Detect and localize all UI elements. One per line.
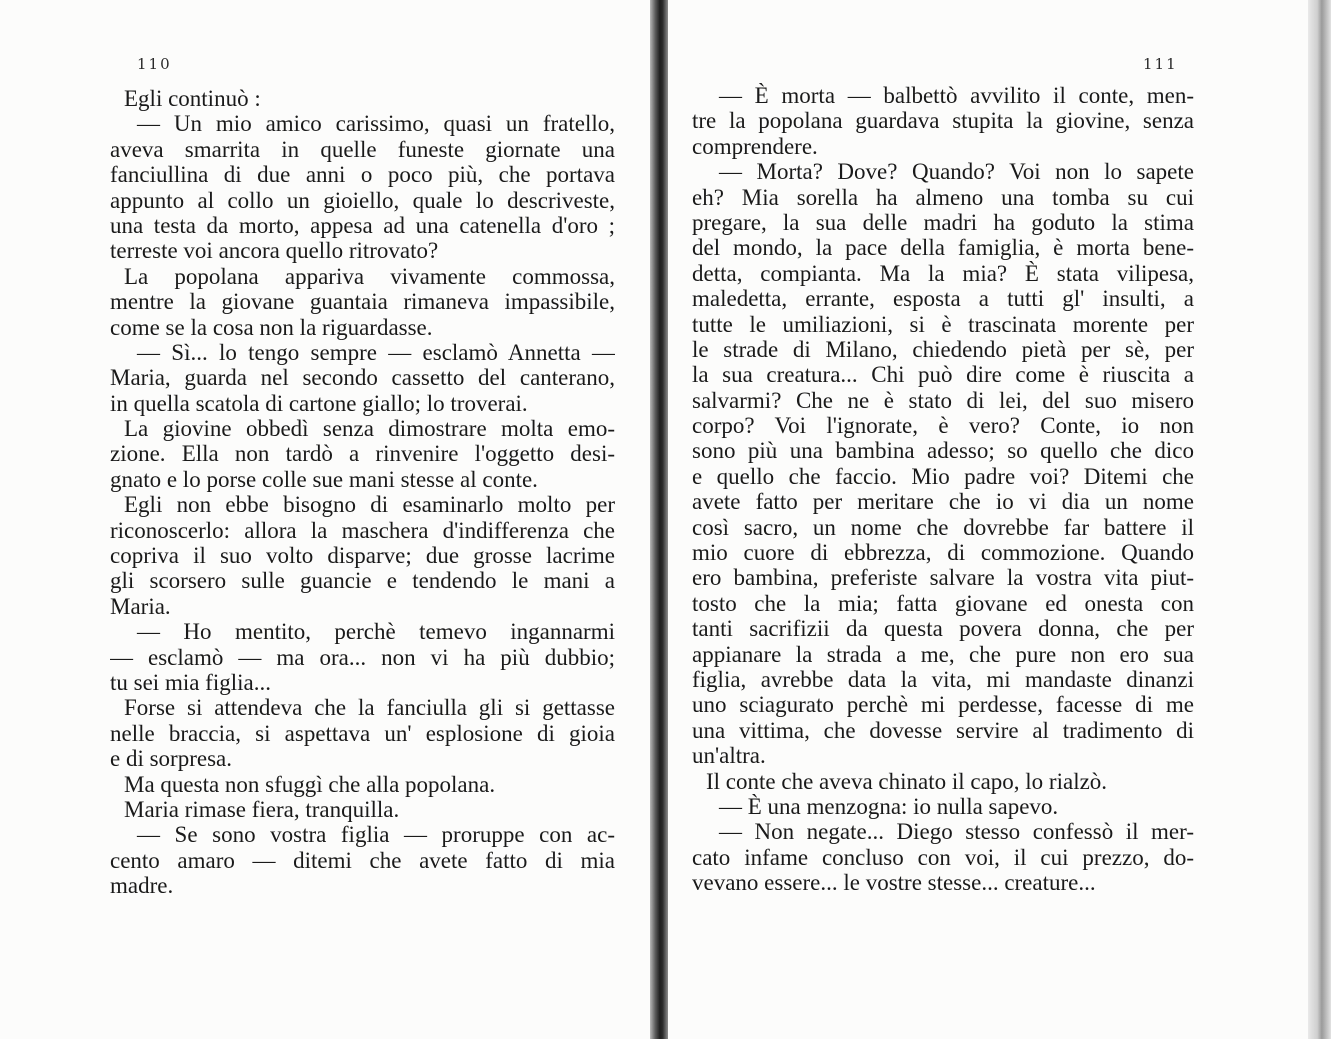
text-line: pregare, la sua delle madri ha goduto la stima bbox=[692, 209, 1194, 235]
text-line: figlia, avrebbe data la vita, mi mandaste dinanzi bbox=[692, 666, 1194, 692]
text-line: in quella scatola di cartone giallo; lo troverai. bbox=[110, 390, 528, 416]
text-line: zione. Ella non tardò a rinvenire l'oggetto desi- bbox=[110, 441, 615, 467]
text-line: terreste voi ancora quello ritrovato? bbox=[110, 238, 439, 264]
text-line: del mondo, la pace della famiglia, è morta bene- bbox=[692, 235, 1194, 261]
text-line: Il conte che aveva chinato il capo, lo rialzò. bbox=[706, 768, 1108, 794]
page-number-left: 110 bbox=[137, 55, 172, 73]
page-edge bbox=[1308, 0, 1331, 1039]
text-line: fanciullina di due anni o poco più, che portava bbox=[110, 162, 615, 188]
book-gutter bbox=[650, 0, 668, 1039]
text-line: — Ho mentito, perchè temevo ingannarmi bbox=[137, 619, 615, 645]
text-line: Egli non ebbe bisogno di esaminarlo molto per bbox=[124, 492, 615, 518]
text-line: Maria, guarda nel secondo cassetto del canterano, bbox=[110, 365, 615, 391]
text-line: come se la cosa non la riguardasse. bbox=[110, 314, 433, 340]
text-line: corpo? Voi l'ignorate, è vero? Conte, io non bbox=[692, 413, 1194, 439]
text-line: ero bambina, preferiste salvare la vostra vita piut- bbox=[692, 565, 1194, 591]
text-line: avete fatto per meritare che io vi dia un nome bbox=[692, 489, 1194, 515]
text-line: le strade di Milano, chiedendo pietà per sè, per bbox=[692, 336, 1194, 362]
right-page-text bbox=[692, 83, 1194, 896]
page-number-right: 111 bbox=[1143, 55, 1178, 73]
text-line: gli scorsero sulle guancie e tendendo le mani a bbox=[110, 568, 615, 594]
right-page bbox=[668, 0, 1308, 1039]
text-line: vevano essere... le vostre stesse... creature... bbox=[692, 870, 1096, 896]
text-line: tu sei mia figlia... bbox=[110, 669, 271, 695]
text-line: tutte le umiliazioni, si è trascinata morente per bbox=[692, 311, 1194, 337]
text-line: Ma questa non sfuggì che alla popolana. bbox=[124, 771, 496, 797]
text-line: tre la popolana guardava stupita la giovine, senza bbox=[692, 108, 1194, 134]
left-page-text bbox=[110, 86, 615, 899]
text-line: mio cuore di ebbrezza, di commozione. Quando bbox=[692, 540, 1194, 566]
text-line: Egli continuò : bbox=[124, 86, 261, 111]
text-line: — Se sono vostra figlia — proruppe con ac- bbox=[137, 822, 615, 848]
text-line: tanti sacrifizii da questa povera donna, che per bbox=[692, 616, 1194, 642]
text-line: — Sì... lo tengo sempre — esclamò Annetta — bbox=[137, 339, 615, 365]
left-page bbox=[0, 0, 650, 1039]
text-line: Maria. bbox=[110, 593, 171, 619]
text-line: comprendere. bbox=[692, 133, 818, 159]
text-line: — È una menzogna: io nulla sapevo. bbox=[719, 793, 1059, 819]
text-line: una vittima, che dovesse servire al tradimento di bbox=[692, 717, 1194, 743]
text-line: gnato e lo porse colle sue mani stesse al conte. bbox=[110, 466, 538, 492]
text-line: La giovine obbedì senza dimostrare molta emo- bbox=[124, 416, 615, 442]
text-line: detta, compianta. Ma la mia? È stata vilipesa, bbox=[692, 260, 1194, 286]
text-line: — Un mio amico carissimo, quasi un fratello, bbox=[137, 111, 615, 137]
text-line: eh? Mia sorella ha almeno una tomba su cui bbox=[692, 184, 1194, 210]
text-line: cento amaro — ditemi che avete fatto di mia bbox=[110, 847, 615, 873]
text-line: così sacro, un nome che dovrebbe far battere il bbox=[692, 514, 1194, 540]
text-line: un'altra. bbox=[692, 743, 766, 769]
text-line: appianare la strada a me, che pure non ero sua bbox=[692, 641, 1194, 667]
text-line: aveva smarrita in quelle funeste giornate una bbox=[110, 136, 615, 162]
text-line: copriva il suo volto disparve; due grosse lacrime bbox=[110, 543, 615, 569]
text-line: una testa da morto, appesa ad una catenella d'oro ; bbox=[110, 212, 615, 238]
text-line: cato infame concluso con voi, il cui prezzo, do- bbox=[692, 844, 1194, 870]
text-line: uno sciagurato perchè mi perdesse, facesse di me bbox=[692, 692, 1194, 718]
text-line: — È morta — balbettò avvilito il conte, men- bbox=[719, 83, 1194, 108]
text-line: mentre la giovane guantaia rimaneva impassibile, bbox=[110, 289, 615, 315]
text-line: riconoscerlo: allora la maschera d'indifferenza che bbox=[110, 517, 615, 543]
text-line: — esclamò — ma ora... non vi ha più dubbio; bbox=[110, 644, 615, 670]
text-line: la sua creatura... Chi può dire come è riuscita a bbox=[692, 362, 1194, 388]
text-line: sono più una bambina adesso; so quello che dico bbox=[692, 438, 1194, 464]
text-line: nelle braccia, si aspettava un' esplosione di gioia bbox=[110, 720, 615, 746]
text-line: Maria rimase fiera, tranquilla. bbox=[124, 796, 400, 822]
text-line: salvarmi? Che ne è stato di lei, del suo misero bbox=[692, 387, 1194, 413]
text-line: madre. bbox=[110, 873, 174, 899]
text-line: e di sorpresa. bbox=[110, 746, 232, 772]
text-line: Forse si attendeva che la fanciulla gli si gettasse bbox=[124, 695, 615, 721]
text-line: — Morta? Dove? Quando? Voi non lo sapete bbox=[719, 159, 1194, 185]
text-line: — Non negate... Diego stesso confessò il mer- bbox=[719, 819, 1194, 845]
text-line: maledetta, errante, esposta a tutti gl' insulti, a bbox=[692, 286, 1194, 312]
text-line: tosto che la mia; fatta giovane ed onesta con bbox=[692, 590, 1194, 616]
text-line: appunto al collo un gioiello, quale lo descriveste, bbox=[110, 187, 615, 213]
text-line: e quello che faccio. Mio padre voi? Ditemi che bbox=[692, 463, 1194, 489]
text-line: La popolana appariva vivamente commossa, bbox=[124, 263, 615, 289]
